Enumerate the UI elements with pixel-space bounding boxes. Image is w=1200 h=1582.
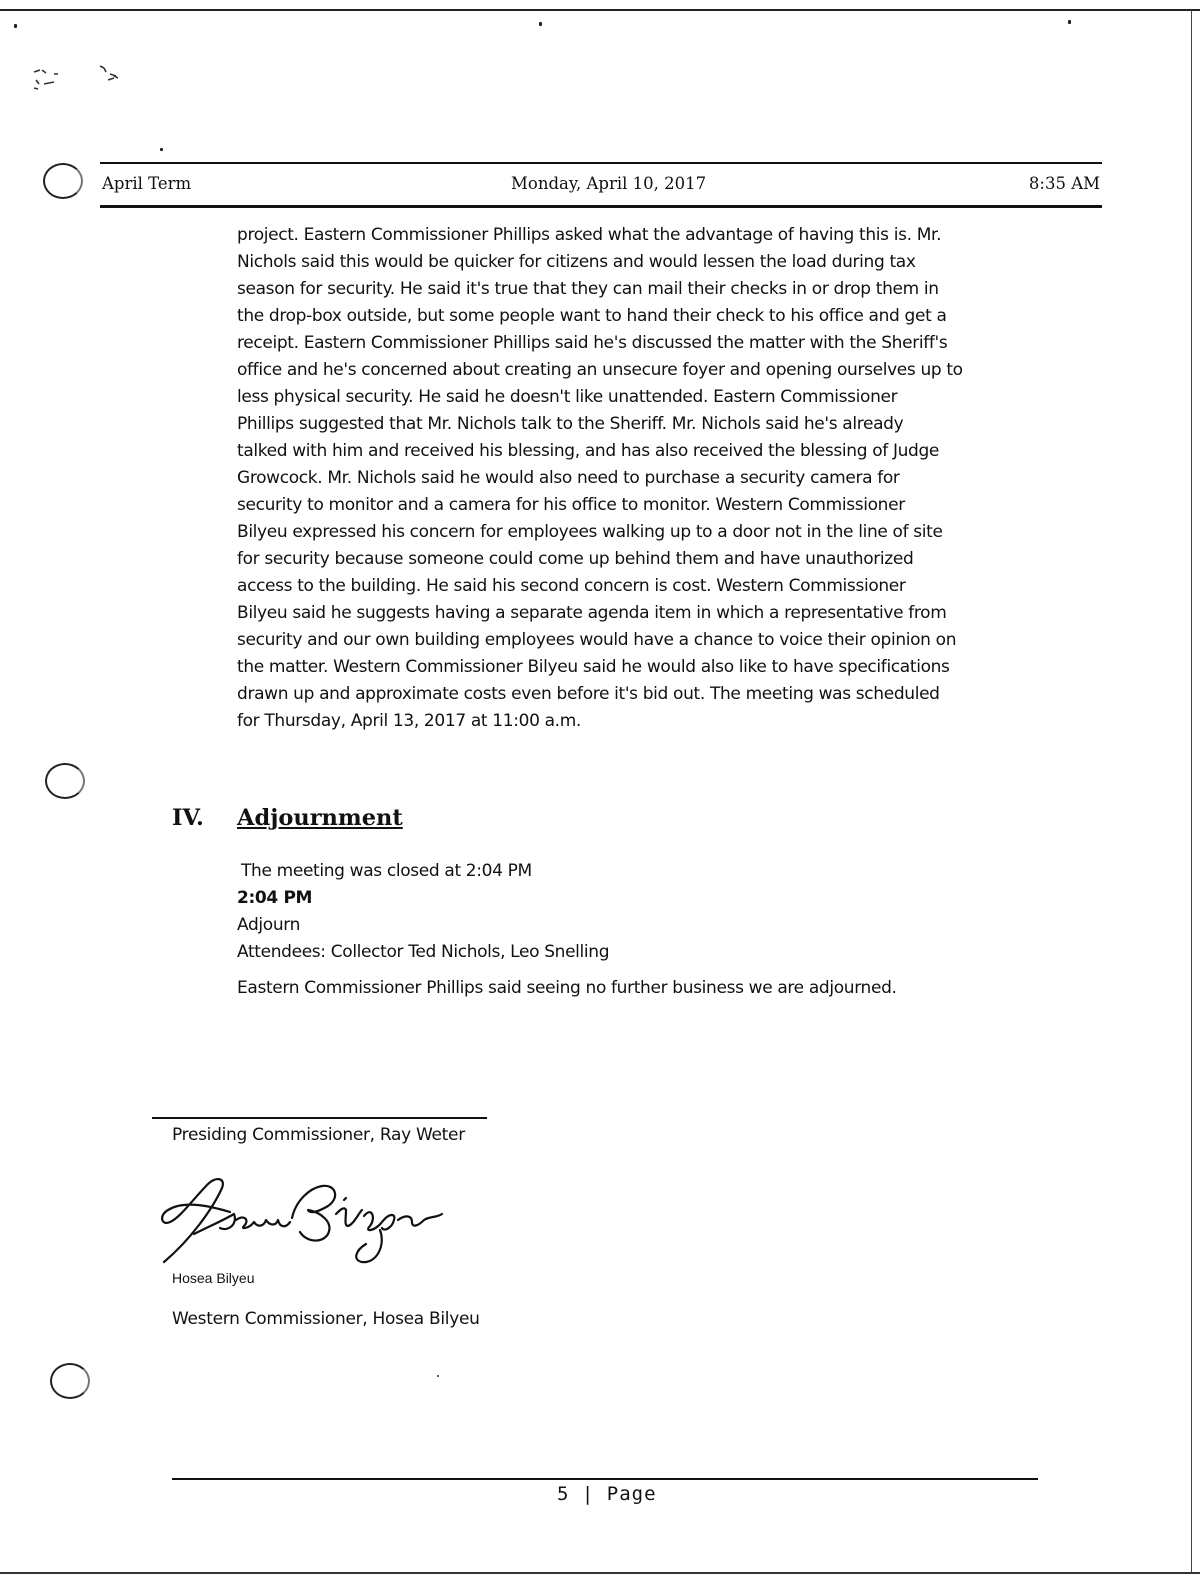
paragraph-line: security to monitor and a camera for his office to monitor. Western Commissioner — [237, 495, 905, 515]
scan-edge-bottom — [0, 1572, 1200, 1574]
minutes-paragraph — [237, 222, 1037, 735]
paragraph-line: drawn up and approximate costs even before it's bid out. The meeting was scheduled — [237, 684, 940, 704]
adjournment-closed-text: The meeting was closed at 2:04 PM — [241, 861, 532, 881]
paragraph-line: talked with him and received his blessing, and has also received the blessing of Judge — [237, 441, 940, 461]
scan-speck — [437, 1375, 439, 1377]
adjournment-attendees: Attendees: Collector Ted Nichols, Leo Snelling — [237, 942, 610, 962]
presiding-commissioner-label: Presiding Commissioner, Ray Weter — [172, 1125, 465, 1145]
footer-rule — [172, 1478, 1038, 1480]
header-time: 8:35 AM — [1028, 174, 1100, 193]
scan-speck — [160, 148, 163, 151]
header-term: April Term — [102, 174, 192, 193]
paragraph-line: the drop-box outside, but some people want to hand their check to his office and get a — [237, 306, 947, 326]
paragraph-line: receipt. Eastern Commissioner Phillips said he's discussed the matter with the Sheriff's — [237, 333, 948, 353]
paragraph-line: Bilyeu said he suggests having a separate agenda item in which a representative from — [237, 603, 947, 623]
header-date: Monday, April 10, 2017 — [511, 174, 707, 193]
paragraph-line: Nichols said this would be quicker for citizens and would lessen the load during tax — [237, 252, 916, 272]
paragraph-line: security and our own building employees would have a chance to voice their opinion on — [237, 630, 957, 650]
paragraph-line: for Thursday, April 13, 2017 at 11:00 a.m. — [237, 711, 581, 731]
adjournment-block — [237, 858, 1037, 966]
header-rule-top — [100, 162, 1102, 164]
handwritten-signature — [150, 1170, 460, 1270]
binder-punch-hole — [45, 763, 85, 799]
adjournment-time: 2:04 PM — [237, 888, 313, 908]
paragraph-line: Phillips suggested that Mr. Nichols talk to the Sheriff. Mr. Nichols said he's already — [237, 414, 904, 434]
paragraph-line: for security because someone could come up behind them and have unauthorized — [237, 549, 914, 569]
section-title: Adjournment — [237, 805, 403, 831]
paragraph-line: less physical security. He said he doesn't like unattended. Eastern Commissioner — [237, 387, 898, 407]
paragraph-line: office and he's concerned about creating an unsecure foyer and opening ourselves up to — [237, 360, 963, 380]
page-header — [102, 174, 1100, 200]
scan-edge-right — [1191, 10, 1192, 1572]
paragraph-line: Growcock. Mr. Nichols said he would also need to purchase a security camera for — [237, 468, 900, 488]
scan-speck — [1068, 20, 1071, 24]
signer-printed-name: Hosea Bilyeu — [172, 1270, 255, 1286]
paragraph-line: project. Eastern Commissioner Phillips asked what the advantage of having this is. Mr. — [237, 225, 942, 245]
header-rule-bottom — [100, 205, 1102, 208]
adjournment-closing-statement: Eastern Commissioner Phillips said seeing no further business we are adjourned. — [237, 978, 897, 998]
scan-speck — [539, 22, 542, 26]
paragraph-line: access to the building. He said his second concern is cost. Western Commissioner — [237, 576, 906, 596]
signature-line — [152, 1117, 487, 1119]
binder-punch-hole — [50, 1363, 90, 1399]
binder-punch-hole — [43, 163, 83, 199]
adjournment-action: Adjourn — [237, 915, 301, 935]
scan-noise-marks — [30, 60, 140, 105]
paragraph-line: Bilyeu expressed his concern for employees walking up to a door not in the line of site — [237, 522, 943, 542]
scan-speck — [14, 24, 17, 28]
page-number: 5 | Page — [557, 1483, 657, 1505]
paragraph-line: the matter. Western Commissioner Bilyeu said he would also like to have specifications — [237, 657, 950, 677]
paragraph-line: season for security. He said it's true that they can mail their checks in or drop them in — [237, 279, 939, 299]
section-number: IV. — [172, 805, 204, 831]
scan-edge-top — [0, 9, 1200, 11]
western-commissioner-label: Western Commissioner, Hosea Bilyeu — [172, 1309, 480, 1329]
